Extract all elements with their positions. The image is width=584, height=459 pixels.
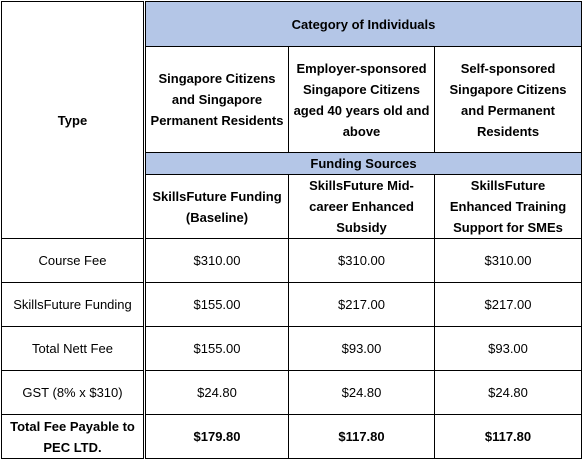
row-value: $310.00 bbox=[289, 239, 435, 283]
row-value: $179.80 bbox=[145, 415, 289, 459]
category-employer-sponsored: Employer-sponsored Singapore Citizens aged 40 years old and above bbox=[289, 47, 435, 153]
row-value: $310.00 bbox=[145, 239, 289, 283]
table-row bbox=[2, 327, 582, 371]
table-row bbox=[2, 283, 582, 327]
row-value: $117.80 bbox=[289, 415, 435, 459]
funding-enhanced-sme: SkillsFuture Enhanced Training Support for SMEs bbox=[435, 175, 582, 239]
category-self-sponsored: Self-sponsored Singapore Citizens and Permanent Residents bbox=[435, 47, 582, 153]
funding-mid-career: SkillsFuture Mid-career Enhanced Subsidy bbox=[289, 175, 435, 239]
row-value: $24.80 bbox=[435, 371, 582, 415]
row-value: $217.00 bbox=[435, 283, 582, 327]
table-row bbox=[2, 239, 582, 283]
row-label: Total Nett Fee bbox=[2, 327, 145, 371]
fee-table bbox=[1, 1, 582, 459]
row-value: $155.00 bbox=[145, 327, 289, 371]
row-label: GST (8% x $310) bbox=[2, 371, 145, 415]
row-value: $93.00 bbox=[289, 327, 435, 371]
table-row bbox=[2, 371, 582, 415]
row-label: Total Fee Payable to PEC LTD. bbox=[2, 415, 145, 459]
row-value: $93.00 bbox=[435, 327, 582, 371]
row-value: $217.00 bbox=[289, 283, 435, 327]
row-value: $310.00 bbox=[435, 239, 582, 283]
funding-sources-header: Funding Sources bbox=[145, 153, 582, 175]
row-label: SkillsFuture Funding bbox=[2, 283, 145, 327]
category-header: Category of Individuals bbox=[145, 2, 582, 47]
type-header: Type bbox=[2, 2, 145, 239]
row-value: $117.80 bbox=[435, 415, 582, 459]
row-label: Course Fee bbox=[2, 239, 145, 283]
row-value: $155.00 bbox=[145, 283, 289, 327]
row-value: $24.80 bbox=[145, 371, 289, 415]
category-sc-spr: Singapore Citizens and Singapore Permanent Residents bbox=[145, 47, 289, 153]
funding-baseline: SkillsFuture Funding (Baseline) bbox=[145, 175, 289, 239]
table-row-total bbox=[2, 415, 582, 459]
row-value: $24.80 bbox=[289, 371, 435, 415]
